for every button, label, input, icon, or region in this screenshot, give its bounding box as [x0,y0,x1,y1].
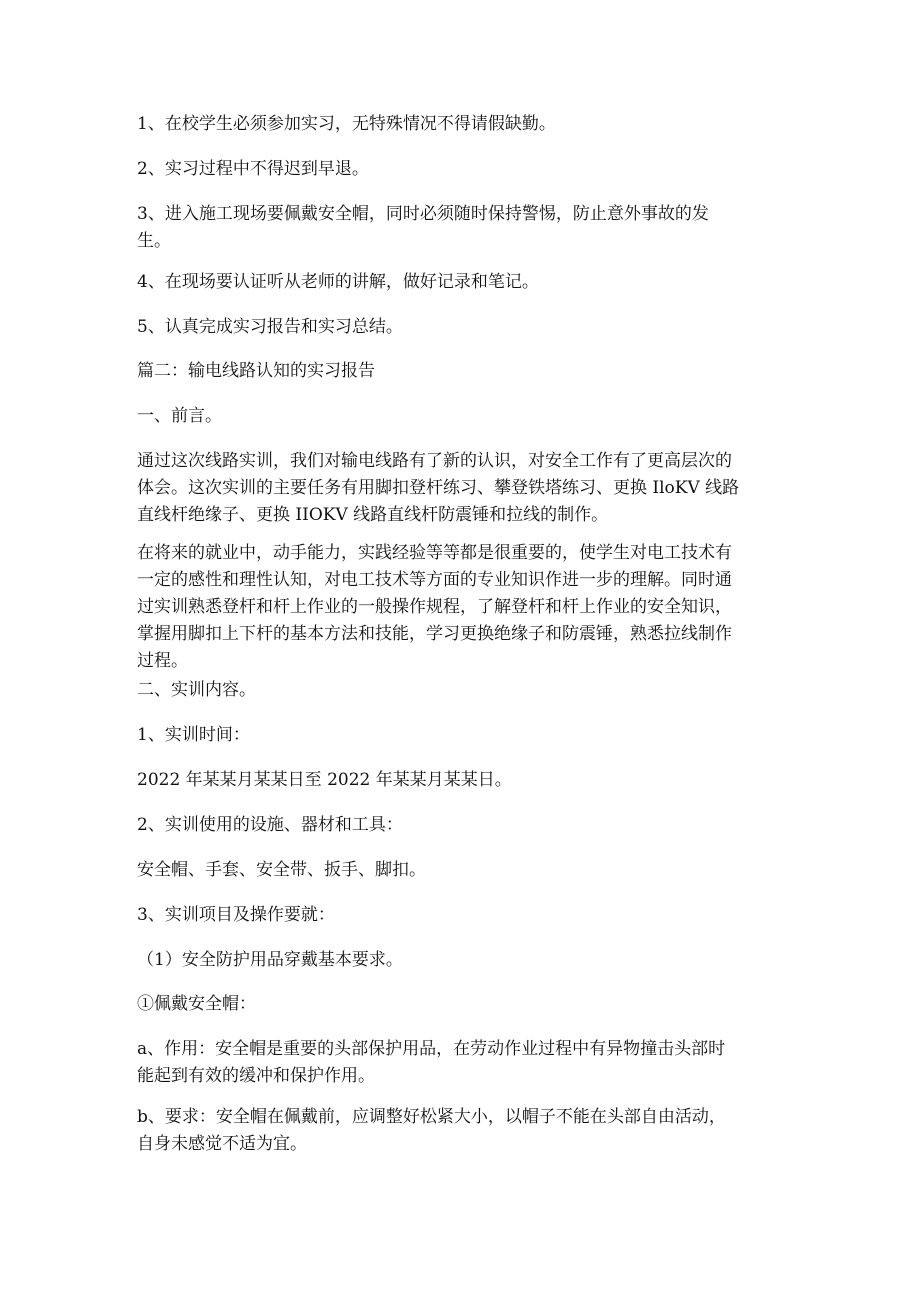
text-line: 3、进入施工现场要佩戴安全帽，同时必须随时保持警惕，防止意外事故的发 [137,204,709,224]
text-line: 通过这次线路实训，我们对输电线路有了新的认识，对安全工作有了更高层次的 [137,451,732,471]
text-line: 自身未感觉不适为宜。 [137,1134,307,1154]
text-line: 直线杆绝缘子、更换 IIOKV 线路直线杆防震锤和拉线的制作。 [137,505,609,525]
heading-preface [137,403,797,430]
item-training-time [137,722,797,749]
text-line: 2、实习过程中不得迟到早退。 [137,159,369,179]
text-line: 2、实训使用的设施、器材和工具： [137,815,403,835]
paragraph-helmet-purpose [137,1036,797,1090]
paragraph-preface-2 [137,540,797,675]
text-line: 4、在现场要认证听从老师的讲解，做好记录和笔记。 [137,272,539,292]
text-line: 生。 [137,231,171,251]
training-date-range [137,767,797,794]
subitem-helmet [137,991,797,1018]
text-line: 篇二：输电线路认知的实习报告 [137,361,375,381]
heading-training-content [137,677,797,704]
text-line: 掌握用脚扣上下杆的基本方法和技能，学习更换绝缘子和防震锤，熟悉拉线制作 [137,624,732,644]
text-line: 2022 年某某月某某日至 2022 年某某月某某日。 [137,770,512,790]
text-line: a、作用：安全帽是重要的头部保护用品，在劳动作业过程中有异物撞击头部时 [137,1039,726,1059]
section-title [137,358,797,385]
item-equipment [137,812,797,839]
paragraph-helmet-requirement [137,1104,797,1158]
text-line: （1）安全防护用品穿戴基本要求。 [137,950,403,970]
paragraph-rule-1 [137,111,797,138]
text-line: 一定的感性和理性认知，对电工技术等方面的专业知识作进一步的理解。同时通 [137,570,732,590]
paragraph-preface-1 [137,448,797,529]
text-line: 在将来的就业中，动手能力，实践经验等等都是很重要的，使学生对电工技术有 [137,543,732,563]
text-line: 1、在校学生必须参加实习，无特殊情况不得请假缺勤。 [137,114,556,134]
text-line: 3、实训项目及操作要就： [137,905,335,925]
text-line: 5、认真完成实习报告和实习总结。 [137,317,403,337]
text-line: 一、前言。 [137,406,222,426]
text-line: b、要求：安全帽在佩戴前，应调整好松紧大小，以帽子不能在头部自由活动， [137,1107,726,1127]
subitem-protective-gear [137,947,797,974]
text-line: 1、实训时间： [137,725,250,745]
paragraph-rule-4 [137,269,797,296]
text-line: ①佩戴安全帽： [137,994,256,1014]
text-line: 能起到有效的缓冲和保护作用。 [137,1066,375,1086]
text-line: 过实训熟悉登杆和杆上作业的一般操作规程，了解登杆和杆上作业的安全知识， [137,597,732,617]
equipment-list [137,857,797,884]
item-training-projects [137,902,797,929]
paragraph-rule-3 [137,201,797,255]
text-line: 安全帽、手套、安全带、扳手、脚扣。 [137,860,426,880]
paragraph-rule-5 [137,314,797,341]
text-line: 体会。这次实训的主要任务有用脚扣登杆练习、攀登铁塔练习、更换 IloKV 线路 [137,478,740,498]
text-line: 过程。 [137,651,188,671]
text-line: 二、实训内容。 [137,680,256,700]
paragraph-rule-2 [137,156,797,183]
